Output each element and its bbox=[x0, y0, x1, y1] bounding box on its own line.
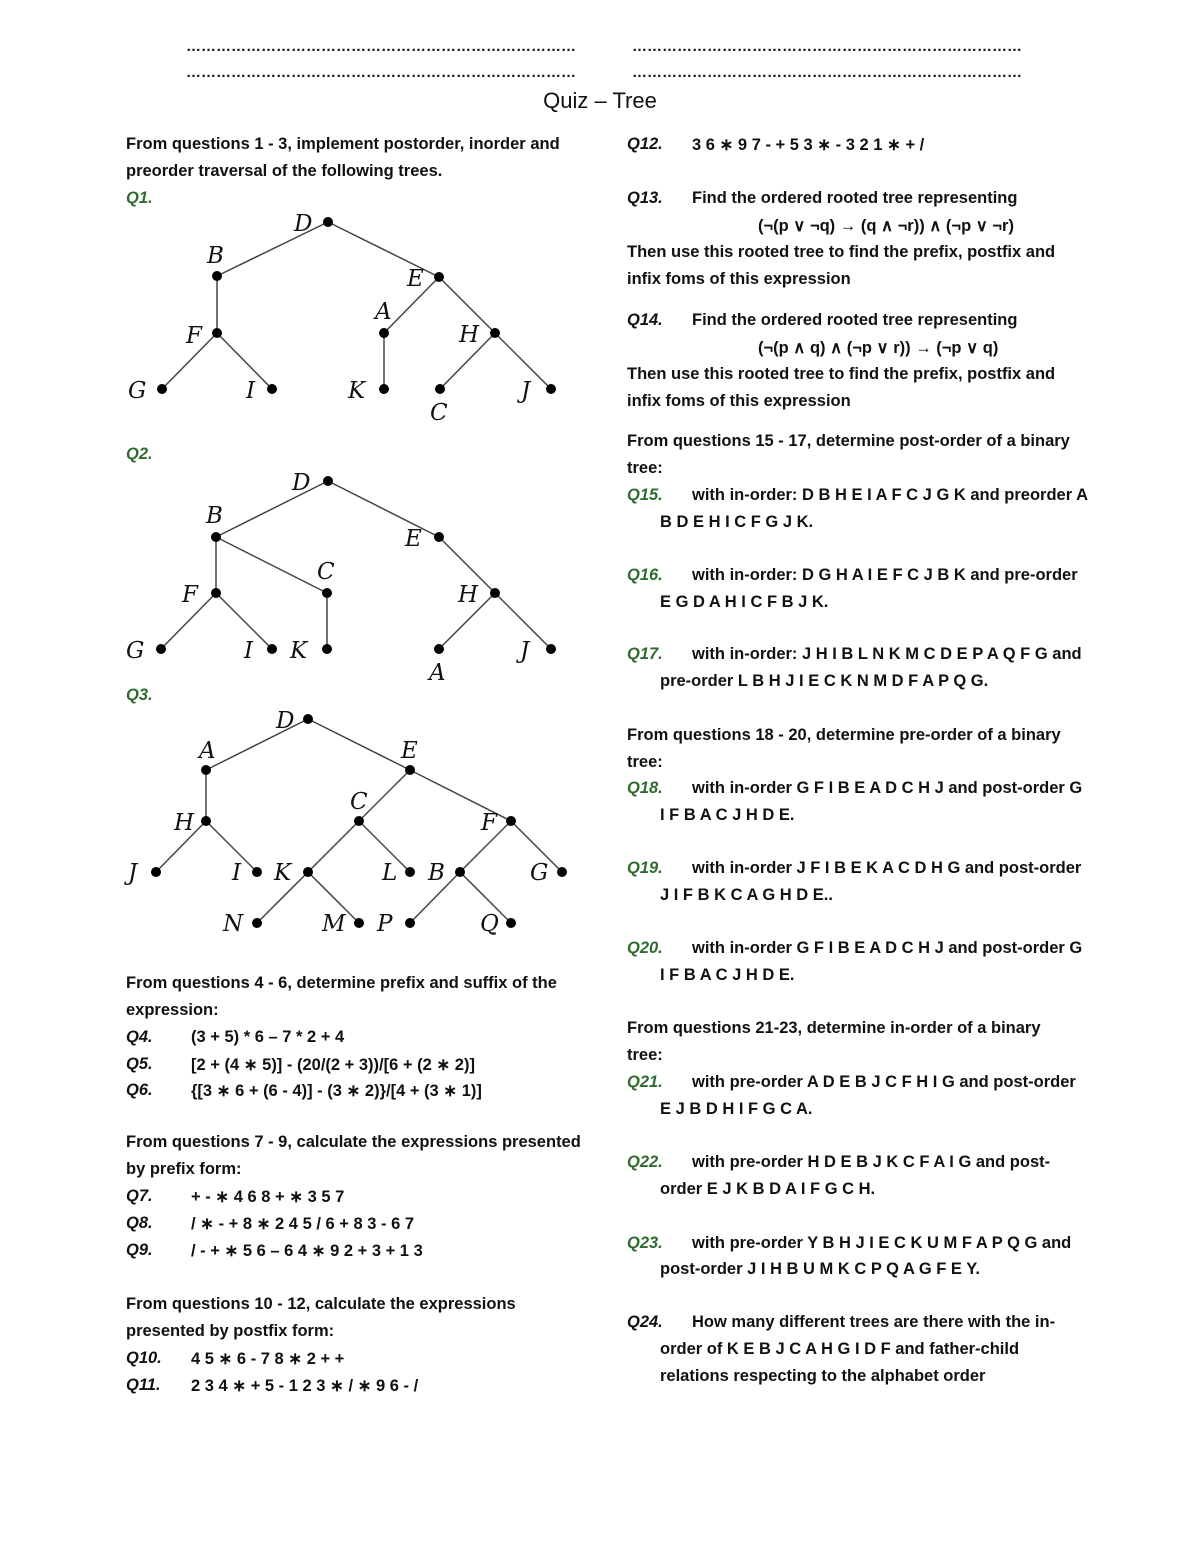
q21-line-1: with pre-order A D E B J C F H I G and post-order bbox=[692, 1073, 1076, 1091]
q10-text: 4 5 ∗ 6 - 7 8 ∗ 2 + + bbox=[191, 1350, 345, 1368]
q13-expression: (¬(p ∨ ¬q) → (q ∧ ¬r)) ∧ (¬p ∨ ¬r) bbox=[758, 217, 1014, 235]
label-K: K bbox=[290, 638, 308, 664]
q4-label: Q4. bbox=[126, 1028, 153, 1046]
q14-text: Find the ordered rooted tree representing bbox=[692, 311, 1018, 329]
section-4-6-line-2: expression: bbox=[126, 1001, 219, 1019]
node-H bbox=[490, 328, 500, 338]
node-C bbox=[354, 816, 364, 826]
section-10-12-line-1: From questions 10 - 12, calculate the expressions bbox=[126, 1295, 516, 1313]
node-H bbox=[201, 816, 211, 826]
section-21-23-line-2: tree: bbox=[627, 1046, 663, 1064]
label-E: E bbox=[407, 266, 424, 292]
label-E: E bbox=[401, 738, 418, 764]
node-J bbox=[546, 644, 556, 654]
q13-after-2: infix foms of this expression bbox=[627, 270, 851, 288]
q24-line-1: How many different trees are there with the in- bbox=[692, 1313, 1056, 1331]
label-M: M bbox=[322, 911, 346, 937]
q8-text: / ∗ - + 8 ∗ 2 4 5 / 6 + 8 3 - 6 7 bbox=[191, 1215, 415, 1233]
q16-line-1: with in-order: D G H A I E F C J B K and pre-order bbox=[692, 566, 1078, 584]
name-dots-3: …………………………………………………………………… bbox=[186, 64, 576, 81]
q8-label: Q8. bbox=[126, 1214, 153, 1232]
label-D: D bbox=[292, 470, 311, 496]
q10-label: Q10. bbox=[126, 1349, 162, 1367]
q17-line-2: pre-order L B H J I E C K N M D F A P Q G. bbox=[660, 672, 989, 690]
node-F bbox=[506, 816, 516, 826]
section-18-20-line-1: From questions 18 - 20, determine pre-order of a binary bbox=[627, 726, 1061, 744]
node-H bbox=[490, 588, 500, 598]
q17-line-1: with in-order: J H I B L N K M C D E P A Q F G and bbox=[692, 645, 1082, 663]
section-4-6-line-1: From questions 4 - 6, determine prefix and suffix of the bbox=[126, 974, 557, 992]
label-H: H bbox=[458, 582, 479, 608]
name-dots-2: …………………………………………………………………… bbox=[632, 38, 1022, 55]
label-J: J bbox=[128, 860, 138, 886]
section-18-20-line-2: tree: bbox=[627, 753, 663, 771]
q12-text: 3 6 ∗ 9 7 - + 5 3 ∗ - 3 2 1 ∗ + / bbox=[692, 136, 925, 154]
node-E bbox=[434, 272, 444, 282]
label-B: B bbox=[206, 503, 223, 529]
intro-line-2: preorder traversal of the following trees. bbox=[126, 162, 443, 180]
node-J bbox=[546, 384, 556, 394]
intro-line-1: From questions 1 - 3, implement postorder, inorder and bbox=[126, 135, 560, 153]
node-C bbox=[322, 588, 332, 598]
node-F bbox=[211, 588, 221, 598]
q11-label: Q11. bbox=[126, 1376, 161, 1394]
node-M bbox=[354, 918, 364, 928]
q16-line-2: E G D A H I C F B J K. bbox=[660, 593, 829, 611]
q13-text: Find the ordered rooted tree representing bbox=[692, 189, 1018, 207]
q3-label: Q3. bbox=[126, 686, 153, 704]
q23-line-1: with pre-order Y B H J I E C K U M F A P Q G and bbox=[692, 1234, 1072, 1252]
q22-line-1: with pre-order H D E B J K C F A I G and post- bbox=[692, 1153, 1051, 1171]
q24-line-3: relations respecting to the alphabet order bbox=[660, 1367, 986, 1385]
q6-label: Q6. bbox=[126, 1081, 153, 1099]
q14-after-1: Then use this rooted tree to find the prefix, postfix and bbox=[627, 365, 1056, 383]
name-dots-4: …………………………………………………………………… bbox=[632, 64, 1022, 81]
node-K bbox=[379, 384, 389, 394]
q5-text: [2 + (4 ∗ 5)] - (20/(2 + 3))/[6 + (2 ∗ 2)] bbox=[191, 1056, 475, 1074]
node-Q bbox=[506, 918, 516, 928]
section-7-9-line-2: by prefix form: bbox=[126, 1160, 242, 1178]
label-D: D bbox=[276, 708, 295, 734]
label-D: D bbox=[294, 211, 313, 237]
label-H: H bbox=[459, 322, 480, 348]
q6-text: {[3 ∗ 6 + (6 - 4)] - (3 ∗ 2)}/[4 + (3 ∗ 1)] bbox=[191, 1082, 482, 1100]
node-K bbox=[322, 644, 332, 654]
q19-line-2: J I F B K C A G H D E.. bbox=[660, 886, 833, 904]
node-B bbox=[211, 532, 221, 542]
label-F: F bbox=[182, 582, 198, 608]
name-dots-1: …………………………………………………………………… bbox=[186, 38, 576, 55]
node-D bbox=[323, 217, 333, 227]
label-E: E bbox=[405, 526, 422, 552]
label-G: G bbox=[530, 860, 549, 886]
page-title: Quiz – Tree bbox=[543, 88, 657, 113]
tree-q2 bbox=[120, 465, 580, 690]
label-A: A bbox=[199, 738, 216, 764]
q5-label: Q5. bbox=[126, 1055, 153, 1073]
tree-q1 bbox=[120, 205, 580, 430]
node-D bbox=[303, 714, 313, 724]
q15-line-1: with in-order: D B H E I A F C J G K and preorder A bbox=[692, 486, 1089, 504]
node-I bbox=[267, 644, 277, 654]
q21-label: Q21. bbox=[627, 1073, 663, 1091]
label-Q: Q bbox=[480, 911, 499, 937]
label-I: I bbox=[244, 638, 254, 664]
q22-line-2: order E J K B D A I F G C H. bbox=[660, 1180, 876, 1198]
label-J: J bbox=[520, 638, 530, 664]
label-L: L bbox=[382, 860, 398, 886]
node-J bbox=[151, 867, 161, 877]
node-A bbox=[201, 765, 211, 775]
q23-label: Q23. bbox=[627, 1234, 663, 1252]
q14-after-2: infix foms of this expression bbox=[627, 392, 851, 410]
node-I bbox=[252, 867, 262, 877]
node-L bbox=[405, 867, 415, 877]
node-G bbox=[557, 867, 567, 877]
q18-label: Q18. bbox=[627, 779, 663, 797]
q16-label: Q16. bbox=[627, 566, 663, 584]
q7-label: Q7. bbox=[126, 1187, 153, 1205]
q19-line-1: with in-order J F I B E K A C D H G and post-order bbox=[692, 859, 1082, 877]
q4-text: (3 + 5) * 6 – 7 * 2 + 4 bbox=[191, 1028, 345, 1046]
q20-line-2: I F B A C J H D E. bbox=[660, 966, 795, 984]
section-7-9-line-1: From questions 7 - 9, calculate the expressions presented bbox=[126, 1133, 581, 1151]
q14-label: Q14. bbox=[627, 311, 663, 329]
q21-line-2: E J B D H I F G C A. bbox=[660, 1100, 813, 1118]
q20-label: Q20. bbox=[627, 939, 663, 957]
q12-label: Q12. bbox=[627, 135, 663, 153]
q14-expression: (¬(p ∧ q) ∧ (¬p ∨ r)) → (¬p ∨ q) bbox=[758, 339, 999, 357]
q20-line-1: with in-order G F I B E A D C H J and post-order G bbox=[692, 939, 1083, 957]
section-10-12-line-2: presented by postfix form: bbox=[126, 1322, 335, 1340]
q24-line-2: order of K E B J C A H G I D F and father-child bbox=[660, 1340, 1020, 1358]
label-G: G bbox=[128, 378, 147, 404]
q24-label: Q24. bbox=[627, 1313, 663, 1331]
section-15-17-line-1: From questions 15 - 17, determine post-order of a binary bbox=[627, 432, 1070, 450]
node-D bbox=[323, 476, 333, 486]
node-G bbox=[157, 384, 167, 394]
label-A: A bbox=[429, 660, 446, 686]
label-C: C bbox=[317, 559, 335, 585]
q18-line-2: I F B A C J H D E. bbox=[660, 806, 795, 824]
node-K bbox=[303, 867, 313, 877]
q2-label: Q2. bbox=[126, 445, 153, 463]
label-H: H bbox=[174, 810, 195, 836]
q7-text: + - ∗ 4 6 8 + ∗ 3 5 7 bbox=[191, 1188, 345, 1206]
label-B: B bbox=[428, 860, 445, 886]
node-A bbox=[434, 644, 444, 654]
node-E bbox=[405, 765, 415, 775]
node-G bbox=[156, 644, 166, 654]
q15-line-2: B D E H I C F G J K. bbox=[660, 513, 814, 531]
node-A bbox=[379, 328, 389, 338]
node-P bbox=[405, 918, 415, 928]
node-I bbox=[267, 384, 277, 394]
label-F: F bbox=[481, 810, 497, 836]
q19-label: Q19. bbox=[627, 859, 663, 877]
q17-label: Q17. bbox=[627, 645, 663, 663]
label-I: I bbox=[232, 860, 242, 886]
q23-line-2: post-order J I H B U M K C P Q A G F E Y. bbox=[660, 1260, 980, 1278]
tree-q3 bbox=[120, 700, 580, 940]
node-F bbox=[212, 328, 222, 338]
section-15-17-line-2: tree: bbox=[627, 459, 663, 477]
q22-label: Q22. bbox=[627, 1153, 663, 1171]
node-B bbox=[212, 271, 222, 281]
node-E bbox=[434, 532, 444, 542]
label-G: G bbox=[126, 638, 145, 664]
node-N bbox=[252, 918, 262, 928]
q11-text: 2 3 4 ∗ + 5 - 1 2 3 ∗ / ∗ 9 6 - / bbox=[191, 1377, 419, 1395]
label-C: C bbox=[350, 789, 368, 815]
label-B: B bbox=[207, 243, 224, 269]
label-I: I bbox=[246, 378, 256, 404]
q9-label: Q9. bbox=[126, 1241, 153, 1259]
node-C bbox=[435, 384, 445, 394]
label-F: F bbox=[186, 323, 202, 349]
label-K: K bbox=[348, 378, 366, 404]
label-C: C bbox=[430, 400, 448, 426]
label-P: P bbox=[377, 911, 393, 937]
q9-text: / - + ∗ 5 6 – 6 4 ∗ 9 2 + 3 + 1 3 bbox=[191, 1242, 423, 1260]
q1-label: Q1. bbox=[126, 189, 153, 207]
node-B bbox=[455, 867, 465, 877]
q13-after-1: Then use this rooted tree to find the prefix, postfix and bbox=[627, 243, 1056, 261]
label-J: J bbox=[521, 378, 531, 404]
label-A: A bbox=[375, 299, 392, 325]
q13-label: Q13. bbox=[627, 189, 663, 207]
section-21-23-line-1: From questions 21-23, determine in-order of a binary bbox=[627, 1019, 1041, 1037]
label-N: N bbox=[223, 911, 244, 937]
label-K: K bbox=[274, 860, 292, 886]
q15-label: Q15. bbox=[627, 486, 663, 504]
q18-line-1: with in-order G F I B E A D C H J and post-order G bbox=[692, 779, 1083, 797]
